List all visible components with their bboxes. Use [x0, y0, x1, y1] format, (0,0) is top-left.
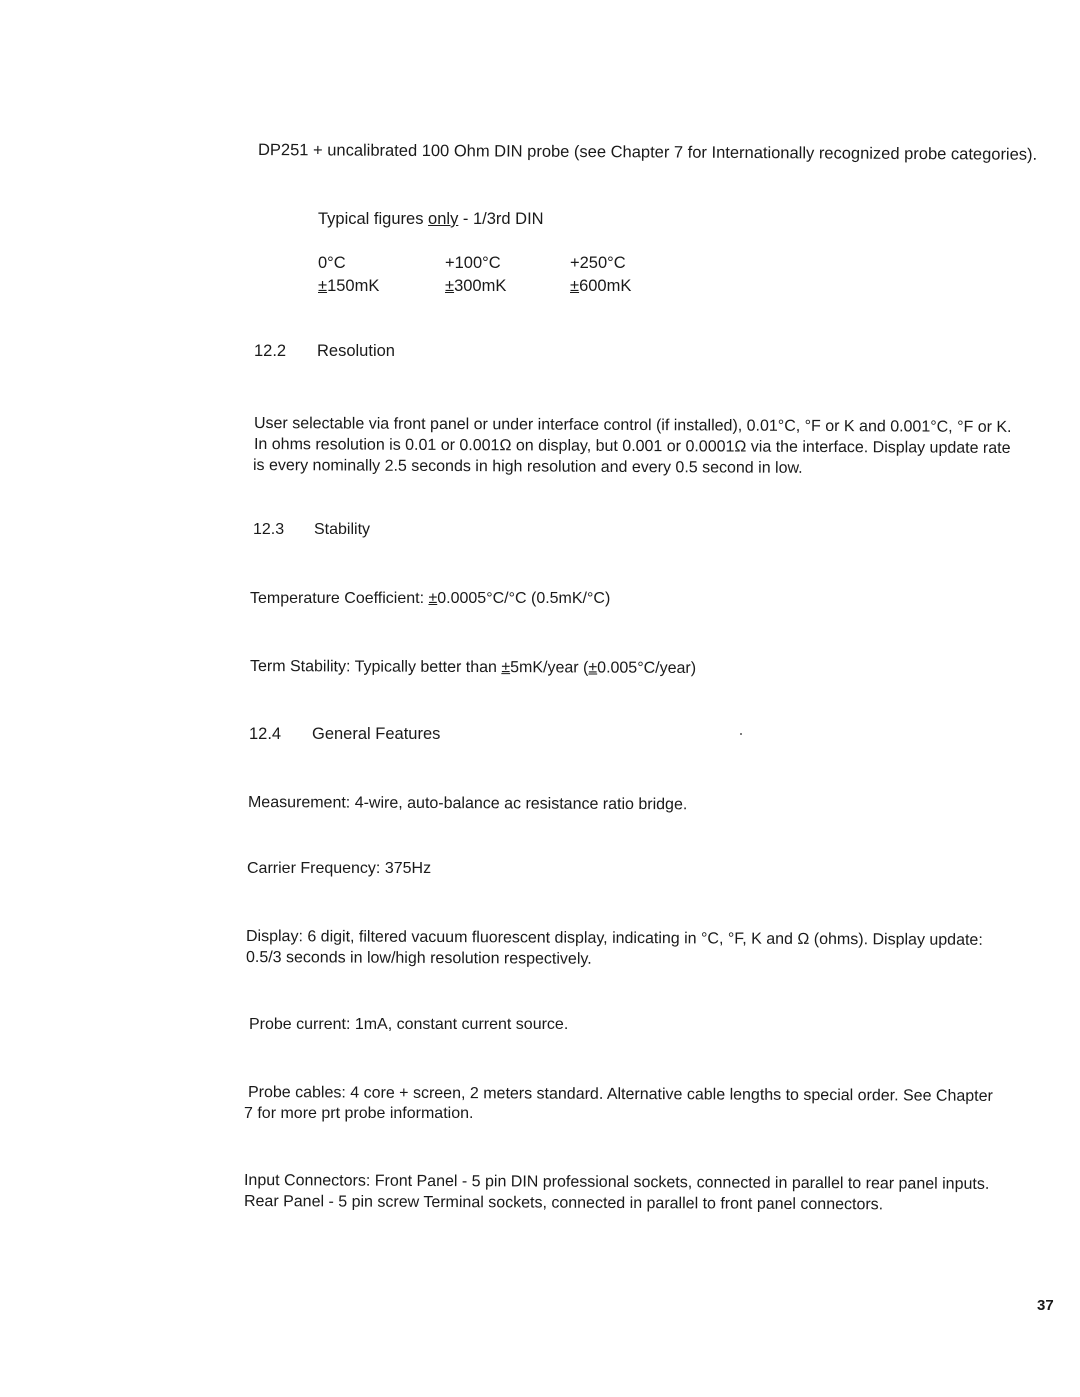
typical-underlined: only: [428, 210, 459, 228]
probe-cables-line-1: Probe cables: 4 core + screen, 2 meters standard. Alternative cable lengths to special order. See Chapter: [247, 1084, 993, 1105]
resolution-line-2: In ohms resolution is 0.01 or 0.001Ω on display, but 0.001 or 0.0001Ω via the interface. Display update rate: [253, 436, 1011, 457]
section-12-3-number: 12.3: [253, 521, 285, 538]
temp-250: +250°C: [570, 254, 626, 272]
temp-coeff-label: Temperature Coefficient:: [250, 590, 429, 607]
section-12-2-number: 12.2: [254, 342, 287, 360]
typical-prefix: Typical figures: [318, 210, 429, 228]
temperature-coefficient: [250, 589, 610, 609]
temp-100: +100°C: [445, 254, 501, 272]
probe-cables-line-2: 7 for more prt probe information.: [244, 1105, 474, 1122]
input-connectors-line-2: Rear Panel - 5 pin screw Terminal sockets, connected in parallel to front panel connectors.: [243, 1193, 884, 1214]
typical-figures-label: [318, 209, 544, 229]
error-100: [445, 276, 506, 296]
temp-0: 0°C: [318, 254, 346, 272]
resolution-line-1: User selectable via front panel or under interface control (if installed), 0.01°C, °F or K and 0.001°C, °F or K.: [253, 415, 1012, 436]
error-250-value: 600mK: [579, 277, 632, 295]
temp-coeff-pm: ±: [428, 590, 438, 607]
term-pm-1: ±: [501, 659, 511, 677]
display-line-1: Display: 6 digit, filtered vacuum fluorescent display, indicating in °C, °F, K and Ω (ohms). Display update:: [245, 928, 983, 949]
display-line-2: 0.5/3 seconds in low/high resolution respectively.: [245, 949, 592, 968]
section-12-2-title: Resolution: [317, 342, 395, 360]
term-mid: 5mK/year (: [510, 659, 589, 677]
resolution-line-3: is every nominally 2.5 seconds in high resolution and every 0.5 second in low.: [252, 457, 803, 477]
section-12-3-title: Stability: [314, 521, 371, 538]
term-label: Term Stability: Typically better than: [249, 658, 502, 677]
section-12-4-number: 12.4: [249, 725, 282, 743]
page-number: 37: [1037, 1297, 1054, 1314]
carrier-frequency-line: Carrier Frequency: 375Hz: [247, 860, 432, 877]
typical-suffix: - 1/3rd DIN: [458, 210, 544, 228]
error-250: [570, 276, 631, 296]
section-12-4-title: General Features: [312, 725, 441, 743]
input-connectors-line-1: Input Connectors: Front Panel - 5 pin DIN professional sockets, connected in parallel to rear panel inputs.: [243, 1172, 990, 1193]
term-stability: [250, 657, 696, 679]
probe-current-line: Probe current: 1mA, constant current source.: [249, 1016, 569, 1033]
temp-coeff-value: 0.0005°C/°C (0.5mK/°C): [437, 590, 611, 607]
error-0-value: 150mK: [327, 277, 380, 295]
error-100-pm: ±: [445, 277, 455, 295]
error-0-pm: ±: [318, 277, 328, 295]
measurement-line: Measurement: 4-wire, auto-balance ac resistance ratio bridge.: [247, 794, 688, 814]
error-0: [318, 276, 379, 296]
error-100-value: 300mK: [454, 277, 507, 295]
term-end: 0.005°C/year): [597, 659, 697, 677]
error-250-pm: ±: [570, 277, 580, 295]
intro-line: DP251 + uncalibrated 100 Ohm DIN probe (see Chapter 7 for Internationally recognized probe categories).: [257, 141, 1038, 164]
stray-mark: [740, 733, 742, 735]
term-pm-2: ±: [588, 659, 598, 677]
